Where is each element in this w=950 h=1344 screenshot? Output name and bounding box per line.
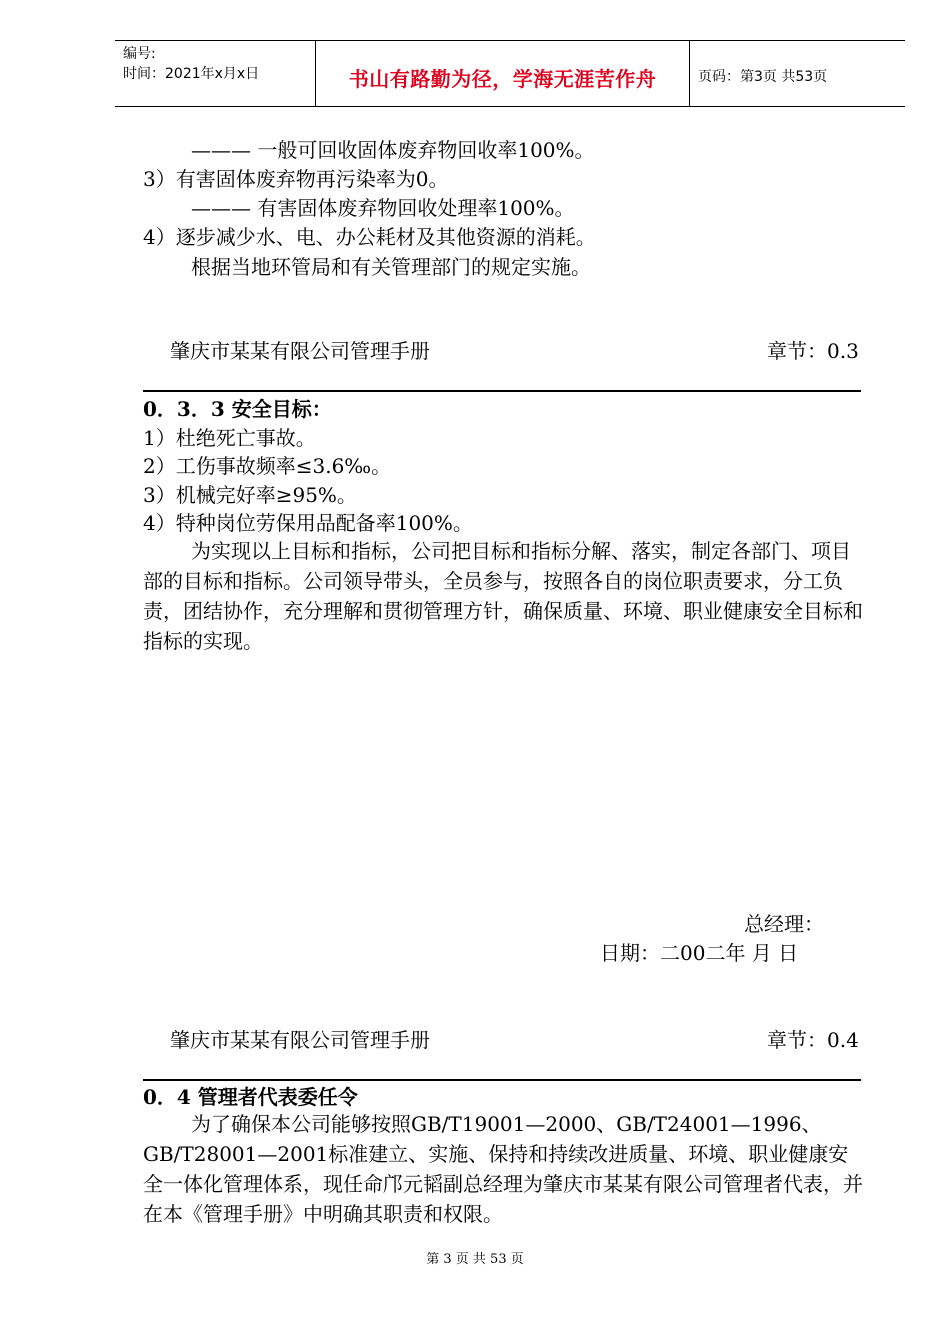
time-label: 时间：2021年x月x日	[123, 66, 260, 82]
motto-text: 书山有路勤为径，学海无涯苦作舟	[348, 67, 657, 91]
page-info: 页码：第3页 共53页	[698, 69, 828, 85]
section-divider-2	[143, 1079, 861, 1081]
page-footer: 第 3 页 共 53 页	[426, 1252, 524, 1267]
manual-title-2: 肇庆市某某有限公司管理手册	[170, 1028, 430, 1052]
safety-item-3: 3）机械完好率≥95%。	[143, 483, 357, 507]
chapter-label-2: 章节：0.4	[767, 1028, 859, 1052]
document-header	[115, 40, 905, 107]
prev-line-3: ——— 有害固体废弃物回收处理率100%。	[191, 196, 575, 220]
signature-date: 日期：二00二年 月 日	[600, 941, 799, 965]
section-divider-1	[143, 390, 861, 392]
safety-item-2: 2）工伤事故频率≤3.6‰。	[143, 454, 392, 478]
manual-title-1: 肇庆市某某有限公司管理手册	[170, 339, 430, 363]
chapter-label-1: 章节：0.3	[767, 339, 859, 363]
prev-line-4: 4）逐步减少水、电、办公耗材及其他资源的消耗。	[143, 225, 596, 249]
header-page-cell	[690, 41, 905, 106]
number-label: 编号:	[123, 46, 156, 62]
safety-item-1: 1）杜绝死亡事故。	[143, 426, 316, 450]
appointment-paragraph: 为了确保本公司能够按照GB/T19001—2000、GB/T24001—1996、GB/T28001—2001标准建立、实施、保持和持续改进质量、环境、职业健康安全一体化管理体系，现任命邝元韬副总经理为肇庆市某某有限公司管理者代表，并在本《管理手册》中明确其职责和权限。	[143, 1112, 863, 1226]
safety-item-4: 4）特种岗位劳保用品配备率100%。	[143, 511, 473, 535]
general-manager-label: 总经理：	[744, 912, 824, 936]
appointment-heading: 0．4 管理者代表委任令	[143, 1085, 358, 1109]
safety-paragraph: 为实现以上目标和指标，公司把目标和指标分解、落实，制定各部门、项目部的目标和指标。公司领导带头，全员参与，按照各自的岗位职责要求，分工负责，团结协作，充分理解和贯彻管理方针，确保质量、环境、职业健康安全目标和指标的实现。	[143, 539, 863, 653]
safety-heading: 0．3．3 安全目标：	[143, 397, 332, 421]
prev-line-2: 3）有害固体废弃物再污染率为0。	[143, 167, 449, 191]
header-motto-cell	[316, 41, 690, 106]
prev-line-5: 根据当地环管局和有关管理部门的规定实施。	[191, 255, 591, 279]
header-meta-cell	[115, 41, 316, 106]
prev-line-1: ——— 一般可回收固体废弃物回收率100%。	[191, 138, 595, 162]
